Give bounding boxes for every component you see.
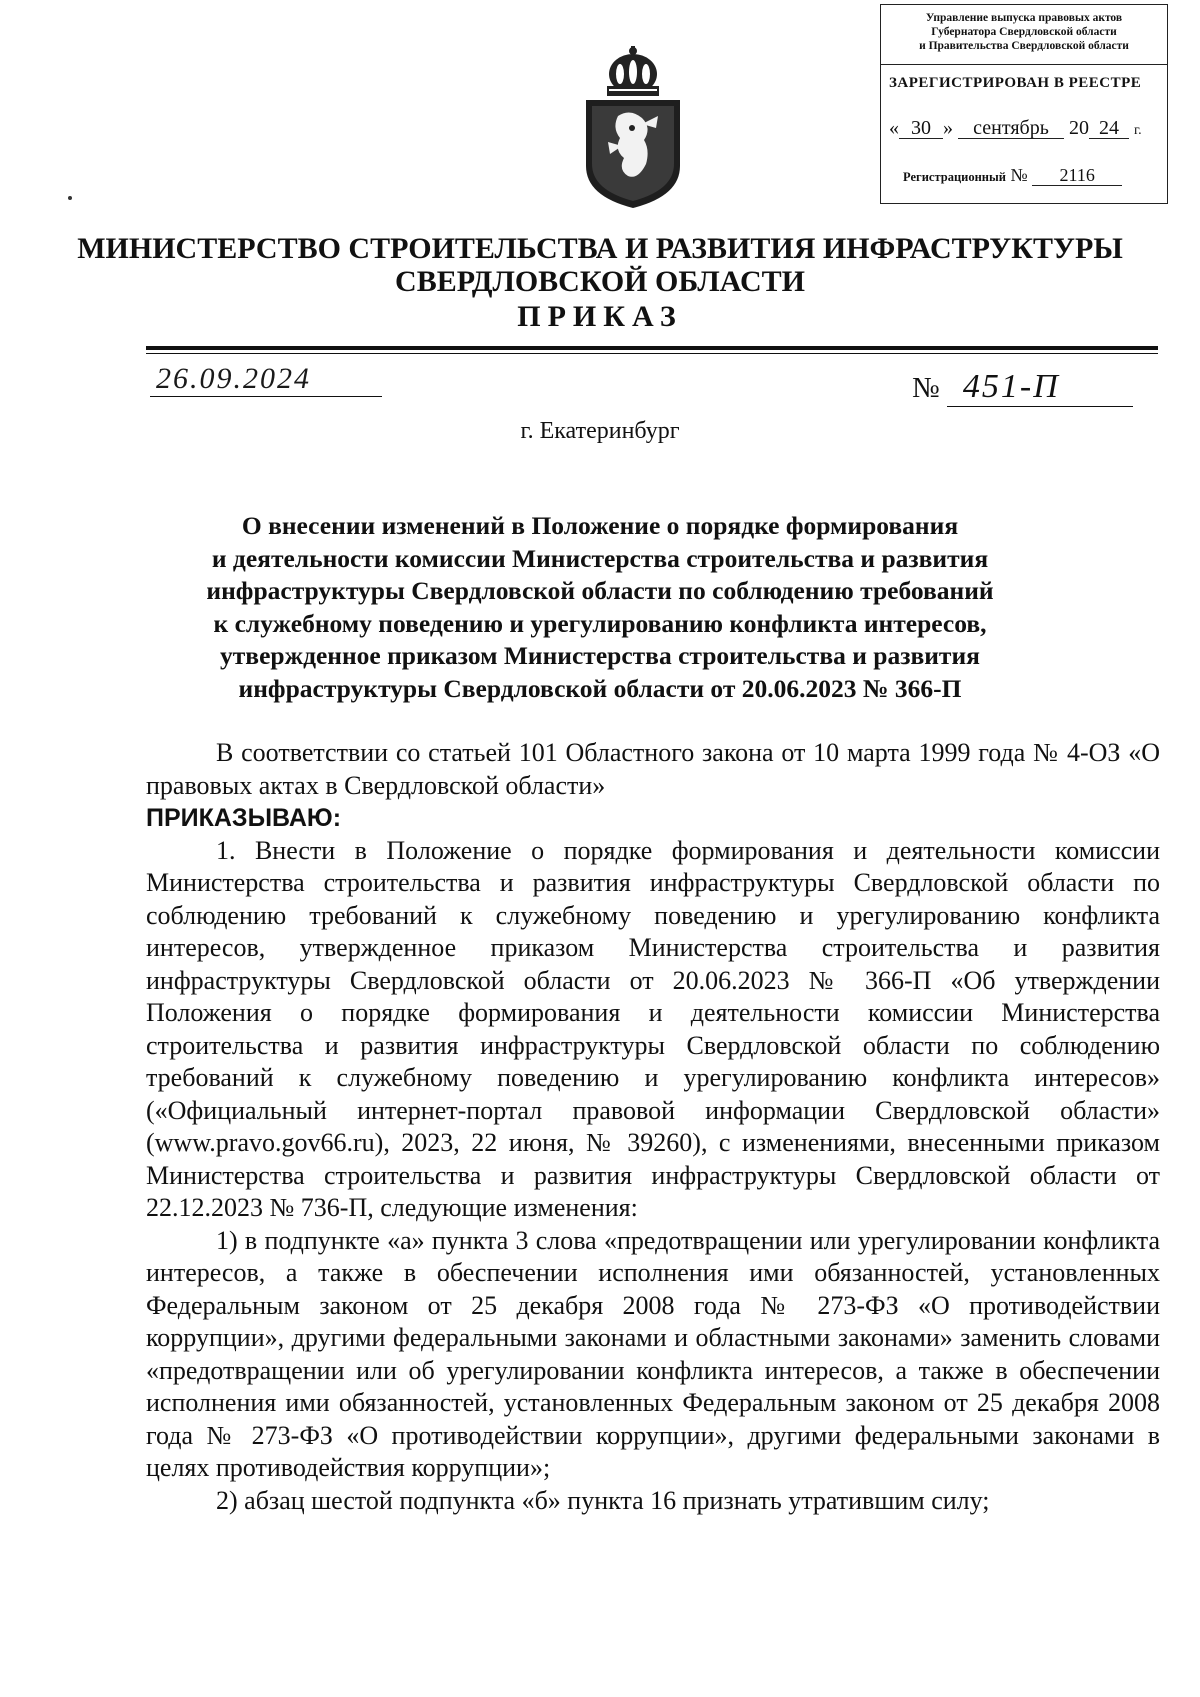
order-number-handwritten: 451-П (947, 368, 1133, 407)
stamp-department-line: Губернатора Свердловской области (931, 26, 1117, 38)
title-line: и деятельности комиссии Министерства строительства и развития (211, 543, 989, 573)
stamp-day: 30 (899, 118, 943, 139)
ministry-line: МИНИСТЕРСТВО СТРОИТЕЛЬСТВА И РАЗВИТИЯ ИНФРАСТРУКТУРЫ (77, 232, 1123, 265)
title-line: О внесении изменений в Положение о порядке формирования (241, 511, 959, 540)
order-title (0, 510, 1200, 705)
subitem-1: 1) в подпункте «а» пункта 3 слова «предотвращении или урегулировании конфликта интересов, а также в обеспечении исполнения ими обязанностей, установленных Федеральным законом от 25 декабря 2008 года № 273-ФЗ «О противодействии коррупции», другими федеральными законами и областными законами» заменить словами «предотвращении или об урегулировании конфликта интересов, а также в обеспечении исполнения ими обязанностей, установленных Федеральным законом от 25 декабря 2008 года № 273-ФЗ «О противодействии коррупции», другими федеральными законами в целях противодействия коррупции»; (146, 1225, 1160, 1482)
stamp-year-suffix: 24 (1089, 118, 1129, 139)
title-line: инфраструктуры Свердловской области по соблюдению требований (206, 576, 994, 605)
stamp-number: 2116 (1032, 165, 1122, 186)
header-rule-thick (146, 346, 1158, 350)
ministry-name (0, 232, 1200, 298)
subitem-2: 2) абзац шестой подпункта «б» пункта 16 признать утратившим силу; (216, 1485, 990, 1515)
stamp-date: « 30 » сентябрь 20 24 г. (889, 117, 1142, 139)
title-line: инфраструктуры Свердловской области от 20.06.2023 № 366-П (238, 673, 962, 703)
coat-of-arms-emblem (578, 46, 688, 210)
stamp-month: сентябрь (958, 118, 1064, 139)
stamp-number-label: Регистрационный (903, 170, 1006, 184)
ministry-line: СВЕРДЛОВСКОЙ ОБЛАСТИ (395, 265, 805, 298)
item-1: 1. Внести в Положение о порядке формирования и деятельности комиссии Министерства строительства и развития инфраструктуры Свердловской области по соблюдению требований к служебному поведению и урегулированию конфликта интересов, утвержденное приказом Министерства строительства и развития инфраструктуры Свердловской области от 20.06.2023 № 366-П «Об утверждении Положения о порядке формирования и деятельности комиссии Министерства строительства и развития инфраструктуры Свердловской области по соблюдению требований к служебному поведению и урегулированию конфликта интересов» («Официальный интернет-портал правовой информации Свердловской области» (www.pravo.gov66.ru), 2023, 22 июня, № 39260), с изменениями, внесенными приказом Министерства строительства и развития инфраструктуры Свердловской области от 22.12.2023 № 736-П, следующие изменения: (146, 835, 1160, 1222)
stamp-number-sign: № (1010, 165, 1028, 185)
stamp-department-line: Управление выпуска правовых актов (925, 12, 1123, 24)
order-body (146, 737, 1160, 1517)
preamble: В соответствии со статьей 101 Областного закона от 10 марта 1999 года № 4-ОЗ «О правовых актах в Свердловской области» (146, 738, 1160, 800)
order-number (912, 368, 1133, 407)
stamp-registered-label: ЗАРЕГИСТРИРОВАН В РЕЕСТРЕ (889, 75, 1142, 91)
stamp-year-unit: г. (1134, 123, 1142, 138)
document-type: ПРИКАЗ (517, 300, 683, 333)
scan-speck (68, 196, 72, 200)
title-line: к служебному поведению и урегулированию конфликта интересов, (213, 608, 987, 638)
city: г. Екатеринбург (520, 418, 680, 444)
order-date-handwritten: 26.09.2024 (150, 362, 382, 397)
stamp-department-line: и Правительства Свердловской области (919, 40, 1129, 52)
title-line: утвержденное приказом Министерства строительства и развития (220, 641, 980, 670)
stamp-divider (881, 64, 1167, 65)
order-number-sign: № (912, 372, 940, 404)
registry-stamp (880, 4, 1168, 204)
header-rule-thin (146, 353, 1158, 354)
stamp-year-prefix: 20 (1069, 117, 1089, 139)
stamp-number-row (903, 165, 1122, 186)
stamp-department (881, 11, 1167, 53)
order-word: ПРИКАЗЫВАЮ: (146, 804, 342, 832)
